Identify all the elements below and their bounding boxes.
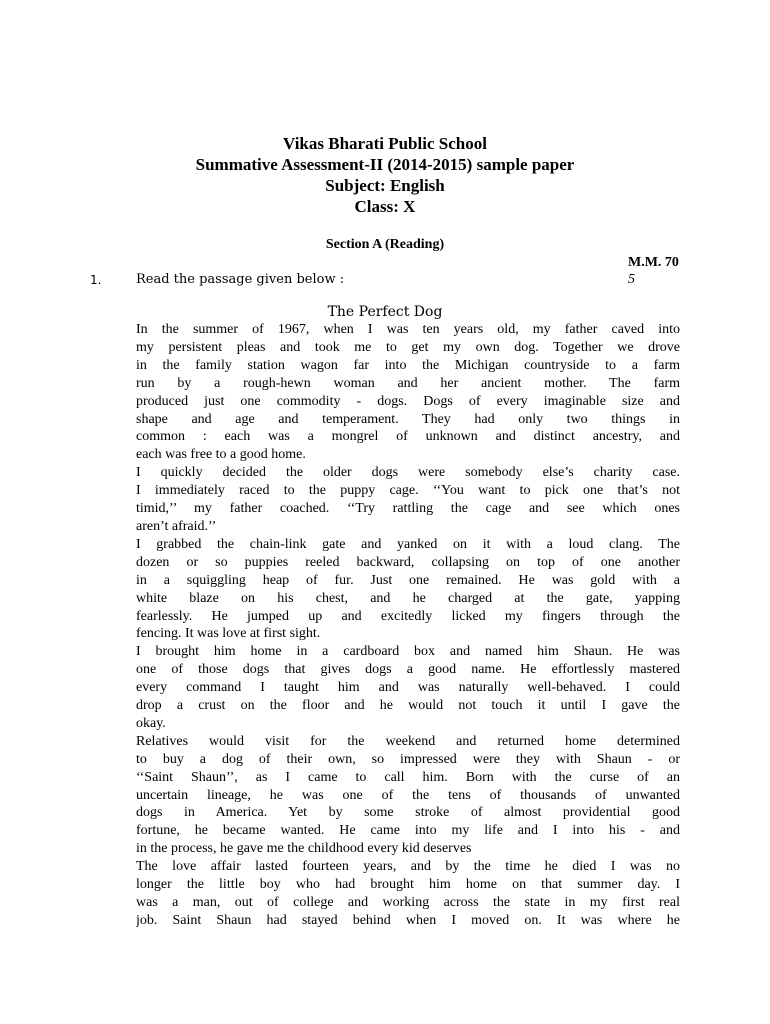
passage-line: common : each was a mongrel of unknown and distinct ancestry, and xyxy=(136,429,680,445)
exam-title: Summative Assessment-II (2014-2015) sample paper xyxy=(195,155,575,174)
passage-line: uncertain lineage, he was one of the tens of thousands of unwanted xyxy=(136,787,680,803)
passage-line: dogs in America. Yet by some stroke of almost providential good xyxy=(136,805,680,821)
passage-line: to buy a dog of their own, so impressed were they with Shaun - or xyxy=(136,751,680,767)
subject-line: Subject: English xyxy=(325,176,445,195)
passage-line: white blaze on his chest, and he charged at the gate, yapping xyxy=(136,590,680,606)
question-text: Read the passage given below : xyxy=(136,272,345,287)
passage-line: job. Saint Shaun had stayed behind when I moved on. It was where he xyxy=(136,912,680,928)
passage-line: shape and age and temperament. They had only two things in xyxy=(136,411,680,427)
passage-line: The love affair lasted fourteen years, and by the time he died I was no xyxy=(136,859,680,875)
passage-line: run by a rough-hewn woman and her ancient mother. The farm xyxy=(136,375,680,391)
passage-line: every command I taught him and was naturally well-behaved. I could xyxy=(136,680,680,696)
passage-body xyxy=(136,321,680,930)
passage-line: longer the little boy who had brought him home on that summer day. I xyxy=(136,877,680,893)
section-title: Section A (Reading) xyxy=(325,237,445,252)
passage-line: was a man, out of college and working across the state in my first real xyxy=(136,895,680,910)
passage-line: Relatives would visit for the weekend and returned home determined xyxy=(136,733,680,749)
passage-line: ‘‘Saint Shaun’’, as I came to call him. Born with the curse of an xyxy=(136,769,680,785)
question-number: 1. xyxy=(90,273,102,287)
passage-line: fearlessly. He jumped up and excitedly licked my fingers through the xyxy=(136,608,680,624)
question-marks: 5 xyxy=(628,272,635,287)
max-marks: M.M. 70 xyxy=(628,255,679,270)
passage-line: aren’t afraid.’’ xyxy=(136,518,217,534)
passage-line: I grabbed the chain-link gate and yanked on it with a loud clang. The xyxy=(136,536,680,552)
passage-line: in the process, he gave me the childhood every kid deserves xyxy=(136,841,472,857)
passage-line: in the family station wagon far into the Michigan countryside to a farm xyxy=(136,357,680,373)
passage-line: In the summer of 1967, when I was ten years old, my father caved into xyxy=(136,322,680,337)
passage-line: one of those dogs that gives dogs a good name. He effortlessly mastered xyxy=(136,662,680,678)
passage-line: dozen or so puppies reeled backward, collapsing on top of one another xyxy=(136,554,680,570)
passage-line: I quickly decided the older dogs were somebody else’s charity case. xyxy=(136,465,680,481)
passage-line: timid,’’ my father coached. ‘‘Try rattling the cage and see which ones xyxy=(136,501,680,517)
passage-line: fortune, he became wanted. He came into my life and I into his - and xyxy=(136,823,680,839)
passage-line: okay. xyxy=(136,715,166,731)
passage-line: fencing. It was love at first sight. xyxy=(136,626,321,642)
class-line: Class: X xyxy=(354,197,416,216)
passage-line: my persistent pleas and took me to get my own dog. Together we drove xyxy=(136,339,680,355)
passage-line: in a squiggling heap of fur. Just one remained. He was gold with a xyxy=(136,572,680,588)
passage-line: each was free to a good home. xyxy=(136,447,306,463)
document-header xyxy=(0,133,770,217)
passage-line: drop a crust on the floor and he would not touch it until I gave the xyxy=(136,698,680,714)
passage-title: The Perfect Dog xyxy=(327,304,443,320)
school-name: Vikas Bharati Public School xyxy=(283,134,487,153)
passage-line: produced just one commodity - dogs. Dogs of every imaginable size and xyxy=(136,393,680,409)
passage-line: I immediately raced to the puppy cage. ‘‘You want to pick one that’s not xyxy=(136,483,680,499)
passage-line: I brought him home in a cardboard box and named him Shaun. He was xyxy=(136,644,680,660)
